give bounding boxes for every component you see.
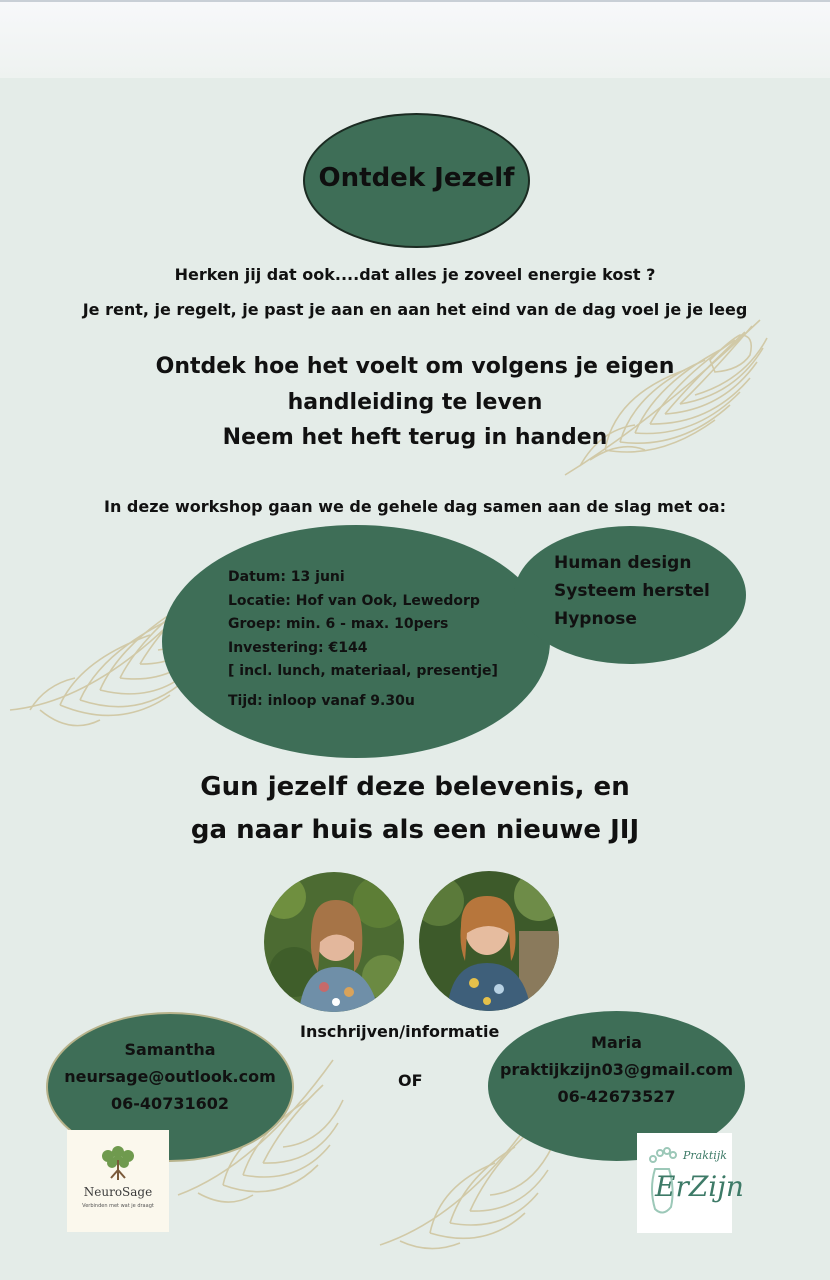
or-label: OF: [398, 1071, 423, 1090]
tree-icon: [97, 1142, 139, 1184]
top-bar: [0, 0, 830, 78]
details-list: [228, 566, 498, 713]
contact-name: Maria: [591, 1033, 642, 1052]
topic-item: Systeem herstel: [554, 581, 710, 601]
contact-samantha: [46, 1036, 294, 1117]
topic-item: Hypnose: [554, 609, 637, 629]
erzijn-label: ErZijn: [655, 1170, 744, 1203]
signup-label: Inschrijven/informatie: [300, 1022, 500, 1041]
intro-description: Je rent, je regelt, je past je aan en aan het eind van de dag voel je je leeg: [82, 300, 748, 319]
headline-line-3: Neem het heft terug in handen: [222, 425, 608, 450]
topic-item: Human design: [554, 553, 692, 573]
closing-line-2: ga naar huis als een nieuwe JIJ: [190, 815, 640, 845]
contact-email[interactable]: praktijkzijn03@gmail.com: [499, 1060, 734, 1079]
contact-name: Samantha: [124, 1040, 216, 1059]
page-title: Ontdek Jezelf: [318, 163, 515, 193]
neurosage-logo: [67, 1130, 169, 1232]
avatar-samantha: [264, 872, 404, 1012]
praktijk-label: Praktijk: [683, 1149, 727, 1162]
detail-tijd: Tijd: inloop vanaf 9.30u: [228, 692, 415, 709]
topics-list: [554, 549, 710, 633]
detail-investering: Investering: €144: [228, 639, 368, 656]
neurosage-tagline: Verbinden met wat je draagt: [82, 1203, 154, 1209]
neurosage-name: NeuroSage: [83, 1185, 153, 1199]
contact-phone[interactable]: 06-40731602: [111, 1094, 229, 1113]
detail-locatie: Locatie: Hof van Ook, Lewedorp: [228, 592, 480, 609]
headline-line-1: Ontdek hoe het voelt om volgens je eigen: [155, 354, 675, 379]
avatar-maria: [419, 871, 559, 1011]
praktijk-erzijn-logo: [637, 1133, 744, 1233]
closing-line-1: Gun jezelf deze belevenis, en: [200, 772, 630, 802]
detail-groep: Groep: min. 6 - max. 10pers: [228, 616, 449, 632]
contact-maria: [488, 1029, 745, 1110]
detail-inclusief: [ incl. lunch, materiaal, presentje]: [228, 663, 498, 679]
headline-line-2: handleiding te leven: [287, 390, 543, 415]
contact-email[interactable]: neursage@outlook.com: [64, 1067, 276, 1086]
contact-phone[interactable]: 06-42673527: [557, 1087, 676, 1106]
workshop-intro: In deze workshop gaan we de gehele dag samen aan de slag met oa:: [104, 497, 726, 516]
intro-question: Herken jij dat ook....dat alles je zoveel energie kost ?: [174, 265, 656, 284]
detail-datum: Datum: 13 juni: [228, 569, 345, 585]
